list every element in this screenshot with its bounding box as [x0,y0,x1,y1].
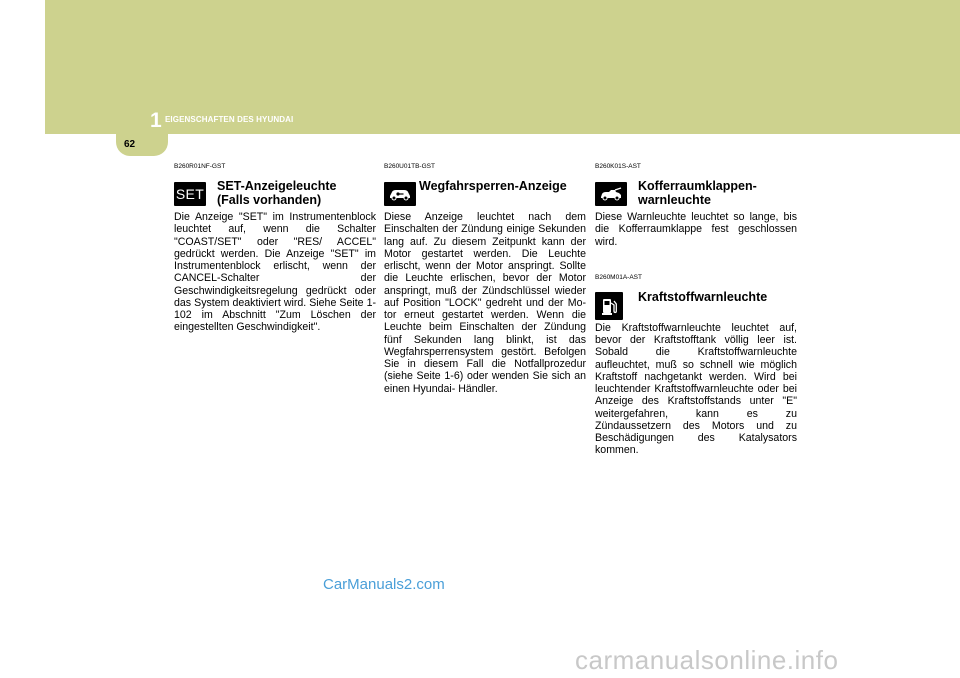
chapter-number: 1 [150,109,162,132]
set-indicator-icon: SET [174,182,206,206]
column-middle [384,163,586,421]
section-heading [384,172,586,205]
section-heading [595,172,797,205]
section-body: Diese Anzeige leuchtet nach dem Einschalten der Zündung einige Sekunden lang auf. Zu diesem Zeitpunkt kann der Motor gestartet werden. Die Leuchte erlischt, wenn der Motor anspringt. Sollte die Leuchte erlischen, bevor der Motor anspringt, muß der Zündschlüssel wieder auf Position "LOCK" gedreht und der Mo- tor erneut gestartet werden. Wenn die Leuchte beim Einschalten der Zündung fünf Sekunden lang blinkt, ist das Wegfahrsperrensystem gestört. Befolgen Sie in diesem Fall die Notfallprozedur (siehe Seite 1-6) oder wenden Sie sich an einen Hyundai- Händler. [384,211,586,395]
section-code: B260R01NF-GST [174,163,226,170]
section-body: Diese Warnleuchte leuchtet so lange, bis die Kofferraumklappe fest geschlossen wird. [595,211,797,248]
section-title: Kofferraumklappen- warnleuchte [638,179,757,207]
section-code: B260K01S-AST [595,163,641,170]
section-immobilizer [384,163,586,395]
section-title: SET-Anzeigeleuchte (Falls vorhanden) [217,179,337,207]
section-body: Die Kraftstoffwarnleuchte leuchtet auf, bevor der Kraftstofftank völlig leer ist. Sobald die Kraftstoffwarnleuchte aufleuchtet, muß so schnell wie möglich Kraftstoff nachgetankt werden. Wird bei leuchtender Kraftstoffwarnleuchte oder bei Anzeige des Kraftstoffstands unter "E" weitergefahren, kann es zu Zündaussetzern des Motors und zu Beschädigungen des Katalysators kommen. [595,321,797,457]
chapter-title: EIGENSCHAFTEN DES HYUNDAI [165,115,294,124]
section-code: B260U01TB-GST [384,163,435,170]
site-logo[interactable]: CarManuals2.com [323,576,445,593]
section-heading [174,172,376,205]
column-left [174,163,376,360]
column-right [595,163,797,483]
section-fuel-warning [595,274,797,457]
header-band [45,0,960,134]
fuel-pump-icon [595,292,623,320]
page-number: 62 [124,139,136,150]
section-title: Kraftstoffwarnleuchte [638,289,768,304]
section-set-indicator [174,163,376,334]
section-title: Wegfahrsperren-Anzeige [419,179,567,193]
section-code: B260M01A-AST [595,273,642,281]
section-heading [595,283,797,316]
trunk-open-icon [595,182,627,206]
section-trunk-warning [595,163,797,248]
watermark: carmanualsonline.info [575,645,839,675]
section-body: Die Anzeige "SET" im Instrumentenblock leuchtet auf, wenn die Schalter "COAST/SET" oder "RES/ ACCEL" gedrückt werden. Die Anzeige "SET" im Instrumentenblock erlischt, wenn der CANCEL-Schalter der Geschwindigkeitsregelung gedrückt oder das System deaktiviert wird. Siehe Seite 1-102 im Abschnitt "Zum Löschen der eingestellten Geschwindigkeit". [174,211,376,334]
immobilizer-car-key-icon [384,182,416,206]
